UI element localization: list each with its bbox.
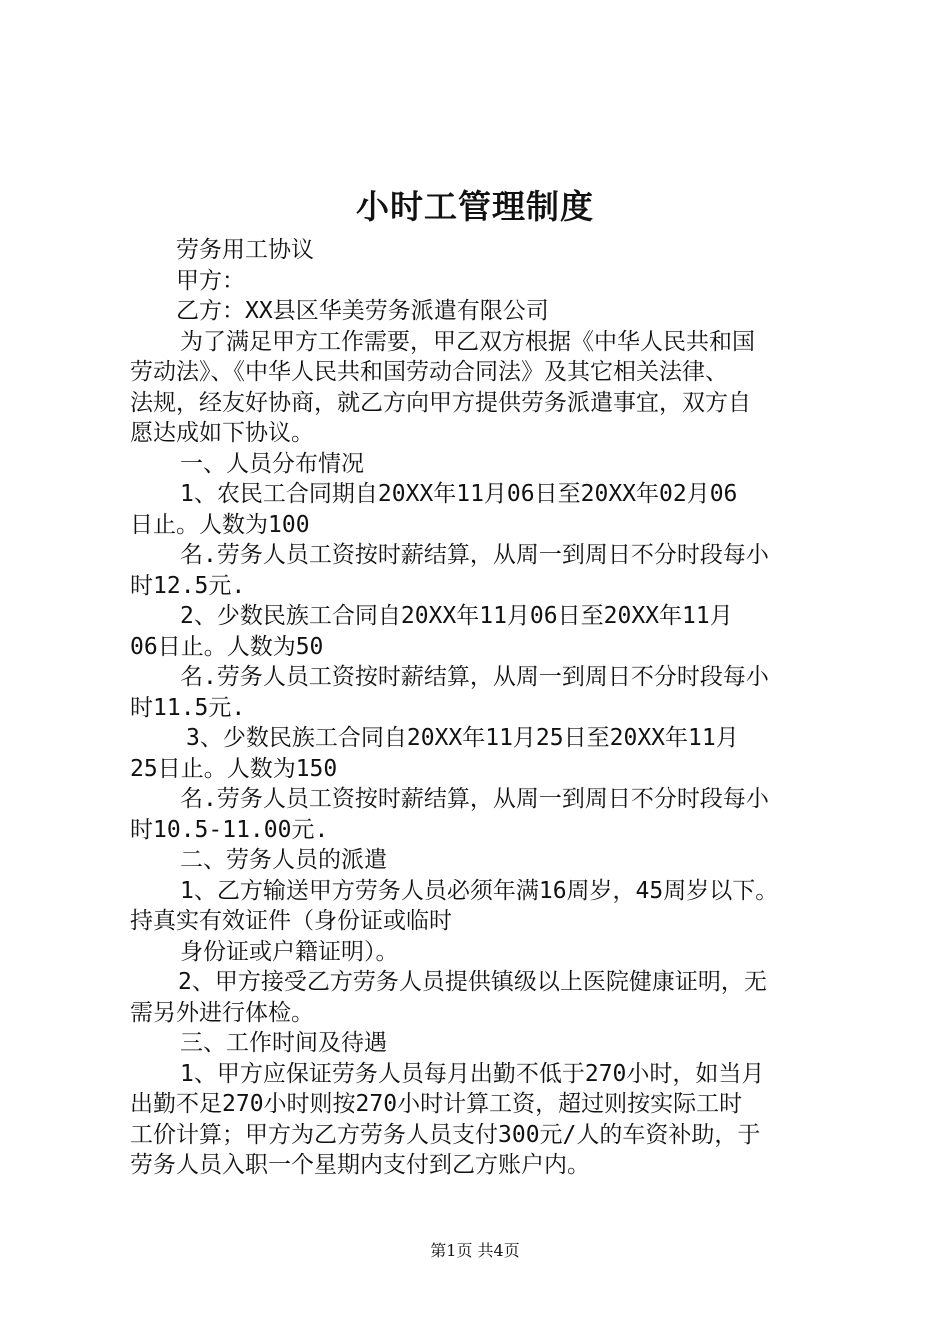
paragraph-line: 愿达成如下协议。 — [130, 420, 314, 446]
document-title: 小时工管理制度 — [356, 187, 594, 226]
paragraph-line: 名.劳务人员工资按时薪结算，从周一到周日不分时段每小 — [180, 664, 769, 690]
section-heading: 二、劳务人员的派遣 — [180, 847, 387, 873]
paragraph-line: 法规，经友好协商，就乙方向甲方提供劳务派遣事宜，双方自 — [130, 389, 751, 416]
paragraph-line: 3、少数民族工合同自20XX年11月25日至20XX年11月 — [186, 725, 739, 751]
paragraph-line: 劳动法》、《中华人民共和国劳动合同法》及其它相关法律、 — [130, 359, 728, 385]
paragraph-line: 持真实有效证件（身份证或临时 — [130, 908, 452, 934]
paragraph-line: 1、农民工合同期自20XX年11月06日至20XX年02月06 — [180, 481, 738, 507]
paragraph-line: 名.劳务人员工资按时薪结算，从周一到周日不分时段每小 — [180, 786, 769, 812]
paragraph-line: 时12.5元. — [130, 572, 246, 599]
paragraph-line: 需另外进行体检。 — [130, 999, 314, 1026]
paragraph-line: 日止。人数为100 — [130, 511, 310, 538]
paragraph-line: 时11.5元. — [130, 694, 246, 721]
agreement-heading: 劳务用工协议 — [176, 237, 314, 263]
paragraph-line: 2、少数民族工合同自20XX年11月06日至20XX年11月 — [180, 603, 733, 629]
page-footer: 第1页 共4页 — [430, 1241, 520, 1260]
paragraph-line: 名.劳务人员工资按时薪结算，从周一到周日不分时段每小 — [180, 542, 769, 568]
paragraph-line: 2、甲方接受乙方劳务人员提供镇级以上医院健康证明，无 — [178, 969, 767, 995]
paragraph-line: 1、乙方输送甲方劳务人员必须年满16周岁，45周岁以下。 — [180, 877, 779, 904]
section-heading: 三、工作时间及待遇 — [180, 1030, 387, 1056]
paragraph-line: 1、甲方应保证劳务人员每月出勤不低于270小时，如当月 — [180, 1060, 765, 1087]
party-b-line: 乙方：XX县区华美劳务派遣有限公司 — [176, 298, 549, 324]
paragraph-line: 为了满足甲方工作需要，甲乙双方根据《中华人民共和国 — [180, 328, 755, 355]
paragraph-line: 25日止。人数为150 — [130, 755, 338, 782]
paragraph-line: 06日止。人数为50 — [130, 633, 324, 660]
section-heading: 一、人员分布情况 — [180, 450, 364, 477]
paragraph-line: 时10.5-11.00元. — [130, 816, 329, 843]
paragraph-line: 出勤不足270小时则按270小时计算工资，超过则按实际工时 — [130, 1091, 743, 1117]
paragraph-line: 劳务人员入职一个星期内支付到乙方账户内。 — [130, 1152, 590, 1178]
party-a-line: 甲方： — [176, 267, 245, 294]
document-body — [130, 235, 835, 1181]
paragraph-line: 身份证或户籍证明）。 — [180, 938, 399, 965]
paragraph-line: 工价计算；甲方为乙方劳务人员支付300元/人的车资补助，于 — [130, 1121, 761, 1148]
